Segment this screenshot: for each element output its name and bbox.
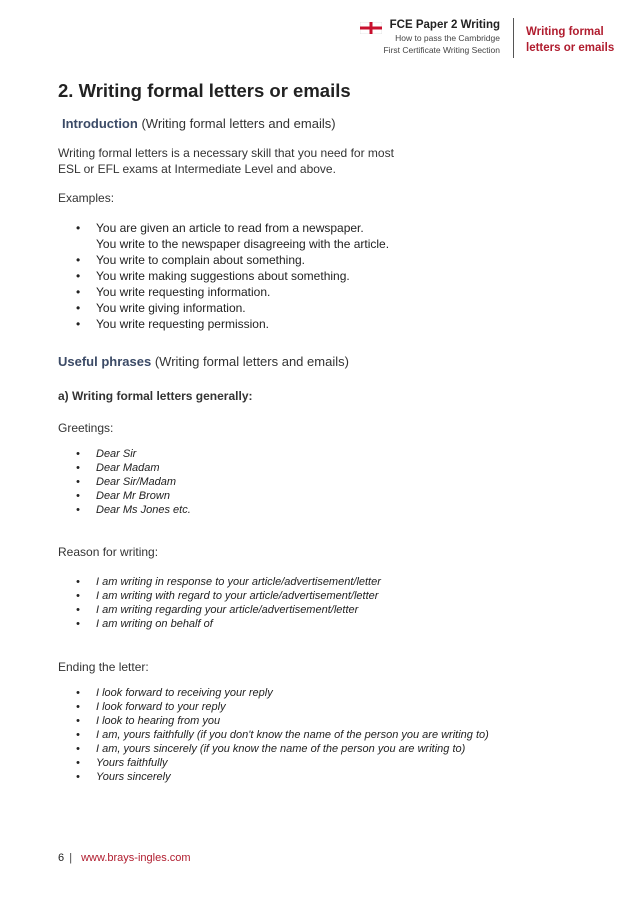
list-item: • I look forward to your reply [76, 700, 489, 714]
introduction-heading-label: Introduction [62, 116, 138, 131]
list-item: • Dear Ms Jones etc. [76, 503, 191, 517]
list-item: • You write requesting permission. [76, 316, 389, 332]
list-item: • I am, yours sincerely (if you know the name of the person you are writing to) [76, 742, 489, 756]
list-item: • I am writing in response to your article/advertisement/letter [76, 575, 381, 589]
list-item: • You write giving information. [76, 300, 389, 316]
page-title: 2. Writing formal letters or emails [58, 80, 351, 101]
header-subtitle-line1: How to pass the Cambridge [395, 33, 500, 43]
list-item: • I am writing on behalf of [76, 617, 381, 631]
page-header [360, 18, 632, 62]
header-subtitle-line2: First Certificate Writing Section [383, 45, 500, 55]
list-item: • I look forward to receiving your reply [76, 686, 489, 700]
introduction-paragraph-line1: Writing formal letters is a necessary skill that you need for most [58, 146, 394, 160]
footer-separator: | [69, 852, 73, 864]
header-section-line2: letters or emails [526, 42, 615, 54]
list-item: • Dear Madam [76, 461, 191, 475]
reason-label: Reason for writing: [58, 545, 159, 559]
header-divider [513, 18, 514, 58]
list-item: • Yours faithfully [76, 756, 489, 770]
examples-list [76, 220, 389, 332]
list-item: • I am writing with regard to your article/advertisement/letter [76, 589, 381, 603]
list-item: • I am writing regarding your article/advertisement/letter [76, 603, 381, 617]
introduction-paragraph [58, 145, 394, 177]
list-item: • Yours sincerely [76, 770, 489, 784]
greetings-label: Greetings: [58, 421, 114, 435]
page-footer [58, 852, 191, 864]
ending-label: Ending the letter: [58, 660, 149, 674]
list-item [76, 220, 389, 252]
page-number: 6 [58, 852, 65, 864]
formal-letters-subheading: a) Writing formal letters generally: [58, 389, 253, 403]
useful-phrases-heading-context: (Writing formal letters and emails) [154, 354, 349, 369]
example-1-line1: • You are given an article to read from a newspaper. [96, 221, 364, 235]
list-item: • Dear Mr Brown [76, 489, 191, 503]
useful-phrases-heading [58, 354, 349, 369]
introduction-heading-context: (Writing formal letters and emails) [141, 116, 336, 131]
endings-list [76, 686, 489, 784]
header-section-title [526, 24, 614, 56]
example-1-line2: You write to the newspaper disagreeing with the article. [96, 237, 390, 251]
list-item: • You write to complain about something. [76, 252, 389, 268]
examples-label: Examples: [58, 191, 115, 205]
list-item: • You write making suggestions about something. [76, 268, 389, 284]
introduction-paragraph-line2: ESL or EFL exams at Intermediate Level and above. [58, 162, 336, 176]
reasons-list [76, 575, 381, 631]
introduction-heading [62, 116, 336, 131]
list-item: • I am, yours faithfully (if you don't know the name of the person you are writing to) [76, 728, 489, 742]
greetings-list [76, 447, 191, 517]
list-item: • Dear Sir [76, 447, 191, 461]
list-item: • Dear Sir/Madam [76, 475, 191, 489]
website-link[interactable]: www.brays-ingles.com [81, 852, 191, 864]
header-section-line1: Writing formal [526, 26, 604, 38]
english-flag-icon [360, 22, 382, 34]
list-item: • You write requesting information. [76, 284, 389, 300]
header-title: FCE Paper 2 Writing [389, 19, 500, 31]
list-item: • I look to hearing from you [76, 714, 489, 728]
useful-phrases-heading-label: Useful phrases [58, 354, 152, 369]
header-text [383, 18, 500, 56]
